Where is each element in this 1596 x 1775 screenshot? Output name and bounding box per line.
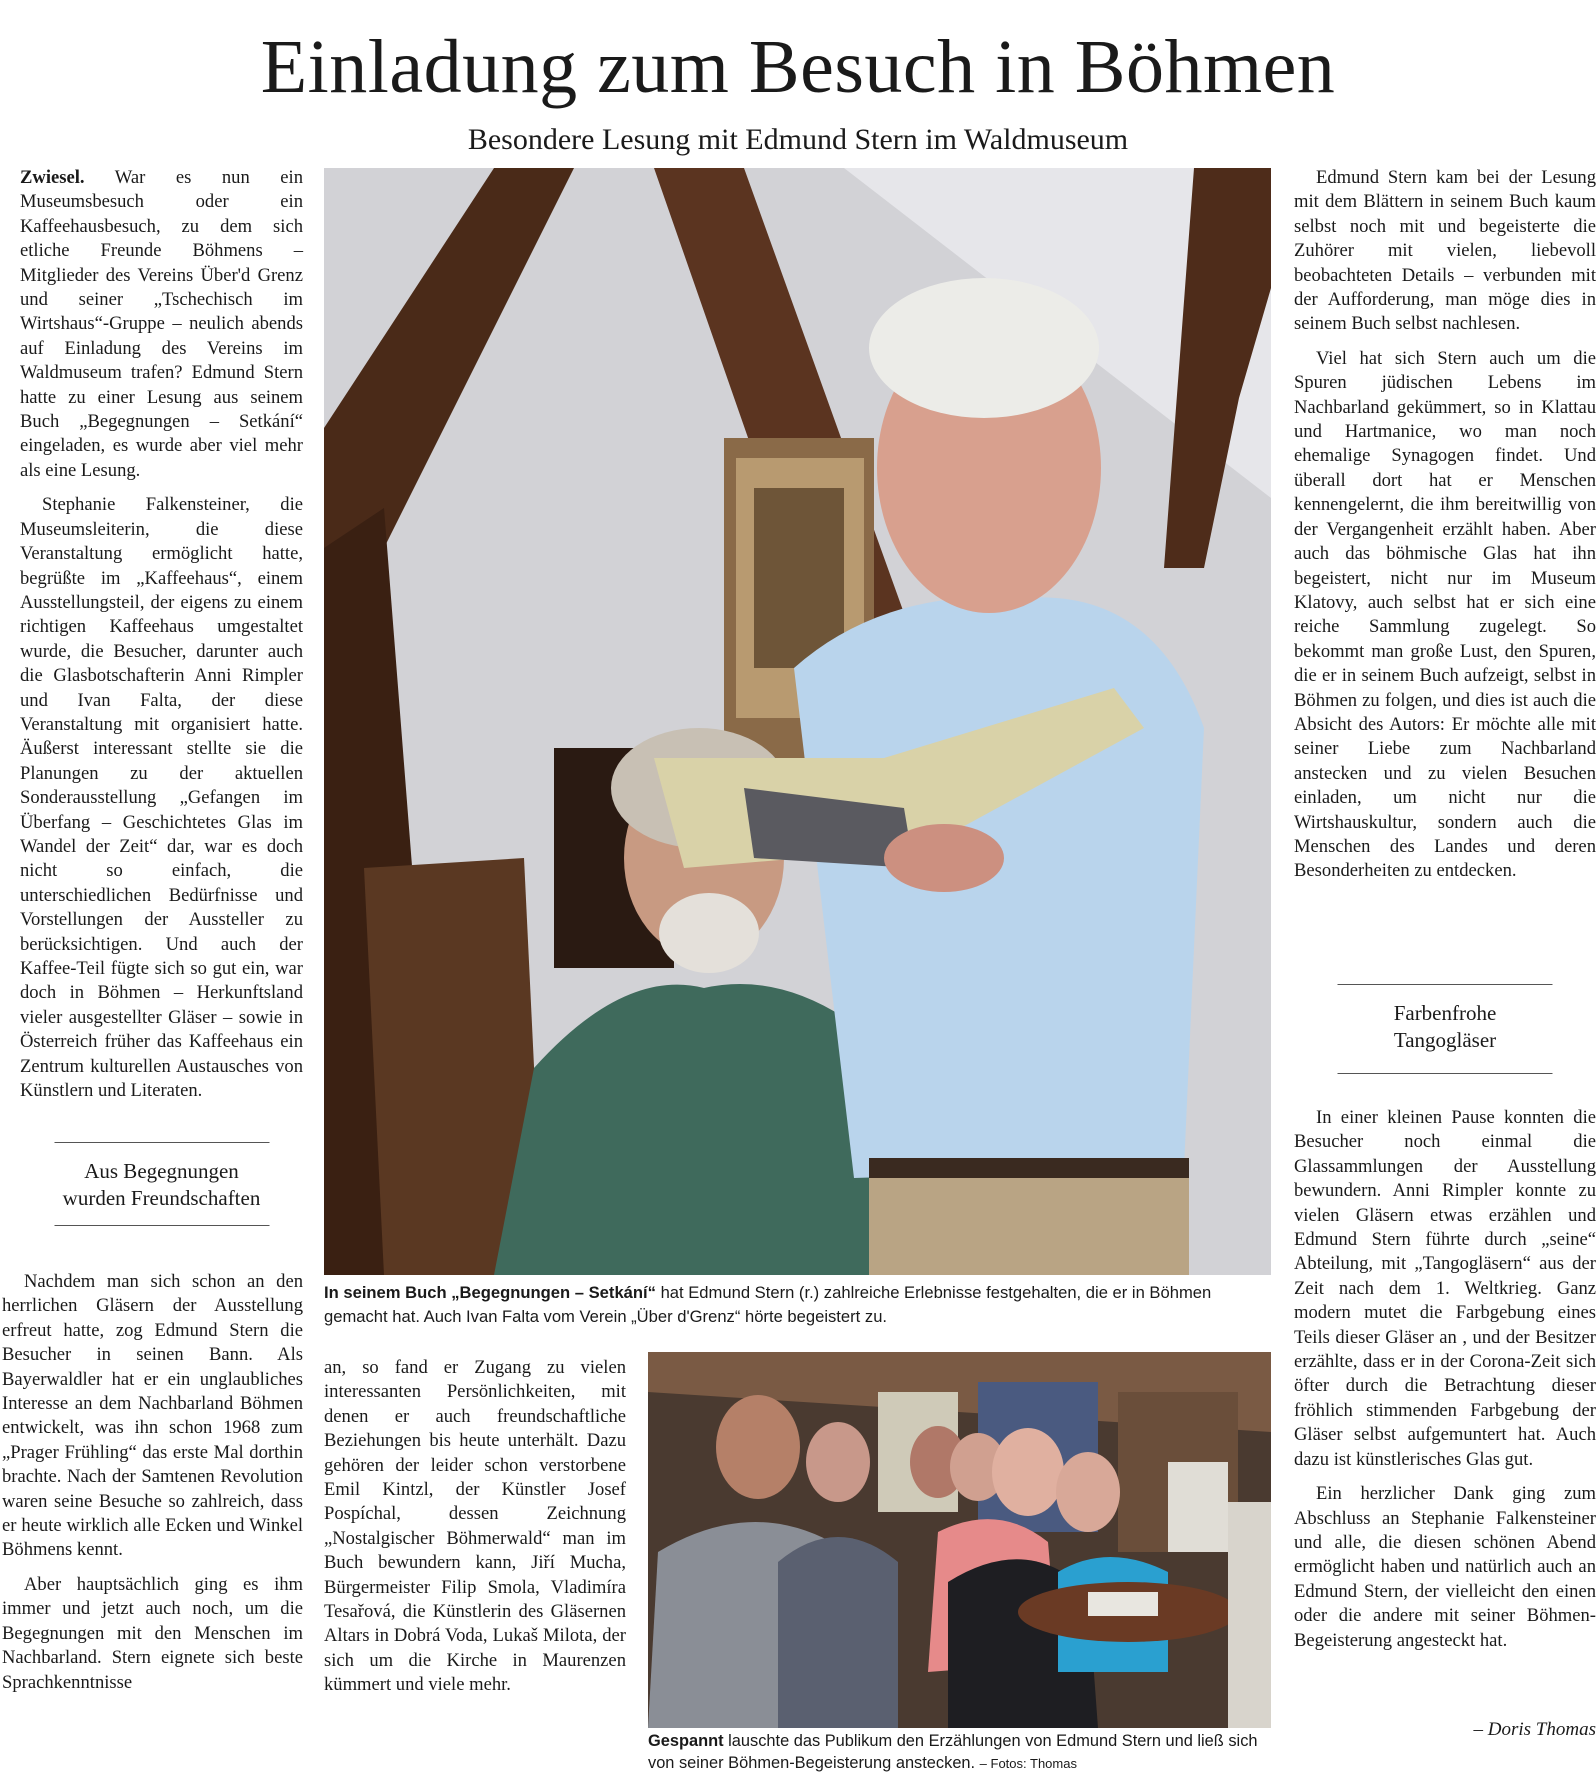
subhead-line: Tangogläser xyxy=(1393,1028,1497,1052)
divider xyxy=(54,1225,269,1226)
paragraph: In einer kleinen Pause konnten die Besucher noch einmal die Glassammlungen der Ausstellung bewundern. Anni Rimpler konnte zu vielen Gläsern etwas erzählen und Edmund Stern führte durch „seine“ Abteilung, mit „Tangogläsern“ aus der Zeit nach dem 1. Weltkrieg. Ganz modern mutet die Farbgebung eines Teils dieser Gläser an , und der Besitzer erzählte, dass er in der Corona-Zeit sich öfter durch die Betrachtung dieser fröhlich stimmenden Farbgebung der Gläser selbst aufgemuntert hat. Auch dazu ist künstlerisches Glas gut. xyxy=(1294,1107,1596,1470)
divider xyxy=(1338,984,1553,985)
paragraph: Ein herzlicher Dank ging zum Abschluss an Stephanie Falkensteiner und alle, die diesen schönen Abend ermöglicht haben und natürlich auch an Edmund Stern, der vielleicht den einen oder die andere mit seiner Böhmen-Begeisterung angesteckt hat. xyxy=(1294,1483,1596,1651)
caption-text: lauschte das Publikum den Erzählungen von Edmund Stern und ließ sich von seiner Böhmen-Begeisterung anstecken. xyxy=(648,1732,1258,1772)
subhead-tangoglaeser xyxy=(1294,984,1596,1074)
photo-credit: – Fotos: Thomas xyxy=(979,1756,1077,1771)
subhead-freundschaften xyxy=(20,1142,303,1226)
article-column-1b xyxy=(2,1270,303,1705)
caption-lead: Gespannt xyxy=(648,1732,724,1750)
paragraph: Edmund Stern kam bei der Lesung mit dem Blättern in seinem Buch kaum selbst noch mit und begeisterte die Zuhörer mit vielen, liebevoll beobachteten Details – verbunden mit der Aufforderung, man möge dies in seinem Buch selbst nachlesen. xyxy=(1294,167,1596,335)
paragraph: Aber hauptsächlich ging es ihm immer und jetzt auch noch, um die Begegnungen mit den Menschen im Nachbarland. Stern eignete sich beste Sprachkenntnisse xyxy=(2,1573,303,1693)
paragraph: Viel hat sich Stern auch um die Spuren jüdischen Lebens im Nachbarland gekümmert, so in Klattau und Hartmanice, wo man noch ehemalige Synagogen findet. Und überall dort hat er Menschen kennengelernt, die ihm bereitwillig von der Vergangenheit erzählt haben. Aber auch das böhmische Glas hat ihn begeistert, nicht nur im Museum Klatovy, auch selbst hat er sich eine reiche Sammlung zugelegt. So bekommt man große Lust, den Spuren, die er in seinem Buch aufzeigt, selbst in Böhmen zu folgen, und dies ist auch die Absicht des Autors: Er möchte alle mit seiner Liebe zum Nachbarland anstecken und zu vielen Besuchen einladen, um nicht nur die Wirtshauskultur, sondern auch die Menschen des Landes und deren Besonderheiten zu entdecken. xyxy=(1294,347,1596,882)
dateline: Zwiesel. xyxy=(20,167,85,188)
photo-illustration xyxy=(324,168,1271,1275)
divider xyxy=(1338,1073,1553,1074)
photo-illustration xyxy=(648,1352,1271,1728)
headline: Einladung zum Besuch in Böhmen xyxy=(260,25,1336,109)
paragraph xyxy=(20,166,303,483)
paragraph: Nachdem man sich schon an den herrlichen Gläsern der Ausstellung erfreut hatte, zog Edmund Stern die Besucher in seinen Bann. Als Bayerwaldler hat er ein unglaubliches Interesse an dem Nachbarland Böhmen entwickelt, was ihn schon 1968 zum „Prager Frühling“ das erste Mal dorthin brachte. Nach der Samtenen Revolution waren seine Besuche so zahlreich, dass er heute wirklich alle Ecken und Winkel Böhmens kennt. xyxy=(2,1271,303,1561)
article-column-1 xyxy=(20,166,303,1113)
photo-main-caption xyxy=(324,1281,1271,1329)
subhead-line: Aus Begegnungen xyxy=(84,1159,239,1183)
subhead-line: wurden Freundschaften xyxy=(62,1186,261,1210)
paragraph: Stephanie Falkensteiner, die Museumsleiterin, die diese Veranstaltung ermöglicht hatte, begrüßte im „Kaffeehaus“, einem Ausstellungsteil, der eigens zu einem richtigen Kaffeehaus umgestaltet wurde, die Besucher, darunter auch die Glasbotschafterin Anni Rimpler und Ivan Falta, der diese Veranstaltung mit organisiert hatte. Äußerst interessant stellte sie die Planungen zu der aktuellen Sonderausstellung „Gefangen im Überfang – Geschichtetes Glas im Wandel der Zeit“ dar, war es doch nicht so einfach, die unterschiedlichen Bedürfnisse und Vorstellungen der Aussteller zu berücksichtigen. Und auch der Kaffee-Teil fügte sich so gut ein, war doch in Böhmen – Herkunftsland vieler ausgestellter Gläser – sowie in Österreich früher das Kaffeehaus ein Zentrum kulturellen Austausches von Künstlern und Literaten. xyxy=(20,494,303,1102)
author-signature: – Doris Thomas xyxy=(1473,1719,1596,1740)
paragraph: an, so fand er Zugang zu vielen interessanten Persönlichkeiten, mit denen er auch freundschaftliche Beziehungen bis heute unterhält. Dazu gehören der leider schon verstorbene Emil Kintzl, der Künstler Josef Pospíchal, dessen Zeichnung „Nostalgischer Böhmerwald“ man im Buch bewundern kann, Jiří Mucha, Bürgermeister Filip Smola, Vladimíra Tesařová, die Künstlerin des Gläsernen Altars in Dobrá Voda, Lukaš Milota, der sich um die Kirche in Maurenzen kümmert und viele mehr. xyxy=(324,1357,626,1696)
photo-audience xyxy=(648,1352,1271,1728)
caption-text: hat Edmund Stern (r.) zahlreiche Erlebnisse festgehalten, die er in Böhmen gemacht hat. Auch Ivan Falta vom Verein „Über d'Grenz“ hörte begeistert zu. xyxy=(324,1283,1212,1326)
subheadline: Besondere Lesung mit Edmund Stern im Waldmuseum xyxy=(467,123,1129,156)
article-column-middle xyxy=(324,1356,626,1708)
article-column-3b xyxy=(1294,1106,1596,1663)
divider xyxy=(54,1142,269,1143)
photo-second-caption xyxy=(648,1730,1271,1775)
article-column-3 xyxy=(1294,166,1596,894)
caption-lead: In seinem Buch „Begegnungen – Setkání“ xyxy=(324,1283,656,1302)
photo-edmund-stern-reading xyxy=(324,168,1271,1275)
paragraph-text: War es nun ein Museumsbesuch oder ein Kaffeehausbesuch, zu dem sich etliche Freunde Böhmens – Mitglieder des Vereins Über'd Grenz und seiner „Tschechisch im Wirtshaus“-Gruppe – neulich abends auf Einladung des Vereins im Waldmuseum trafen? Edmund Stern hatte zu einer Lesung aus seinem Buch „Begegnungen – Setkání“ eingeladen, es wurde aber viel mehr als eine Lesung. xyxy=(20,167,304,481)
subhead-line: Farbenfrohe xyxy=(1393,1001,1497,1025)
